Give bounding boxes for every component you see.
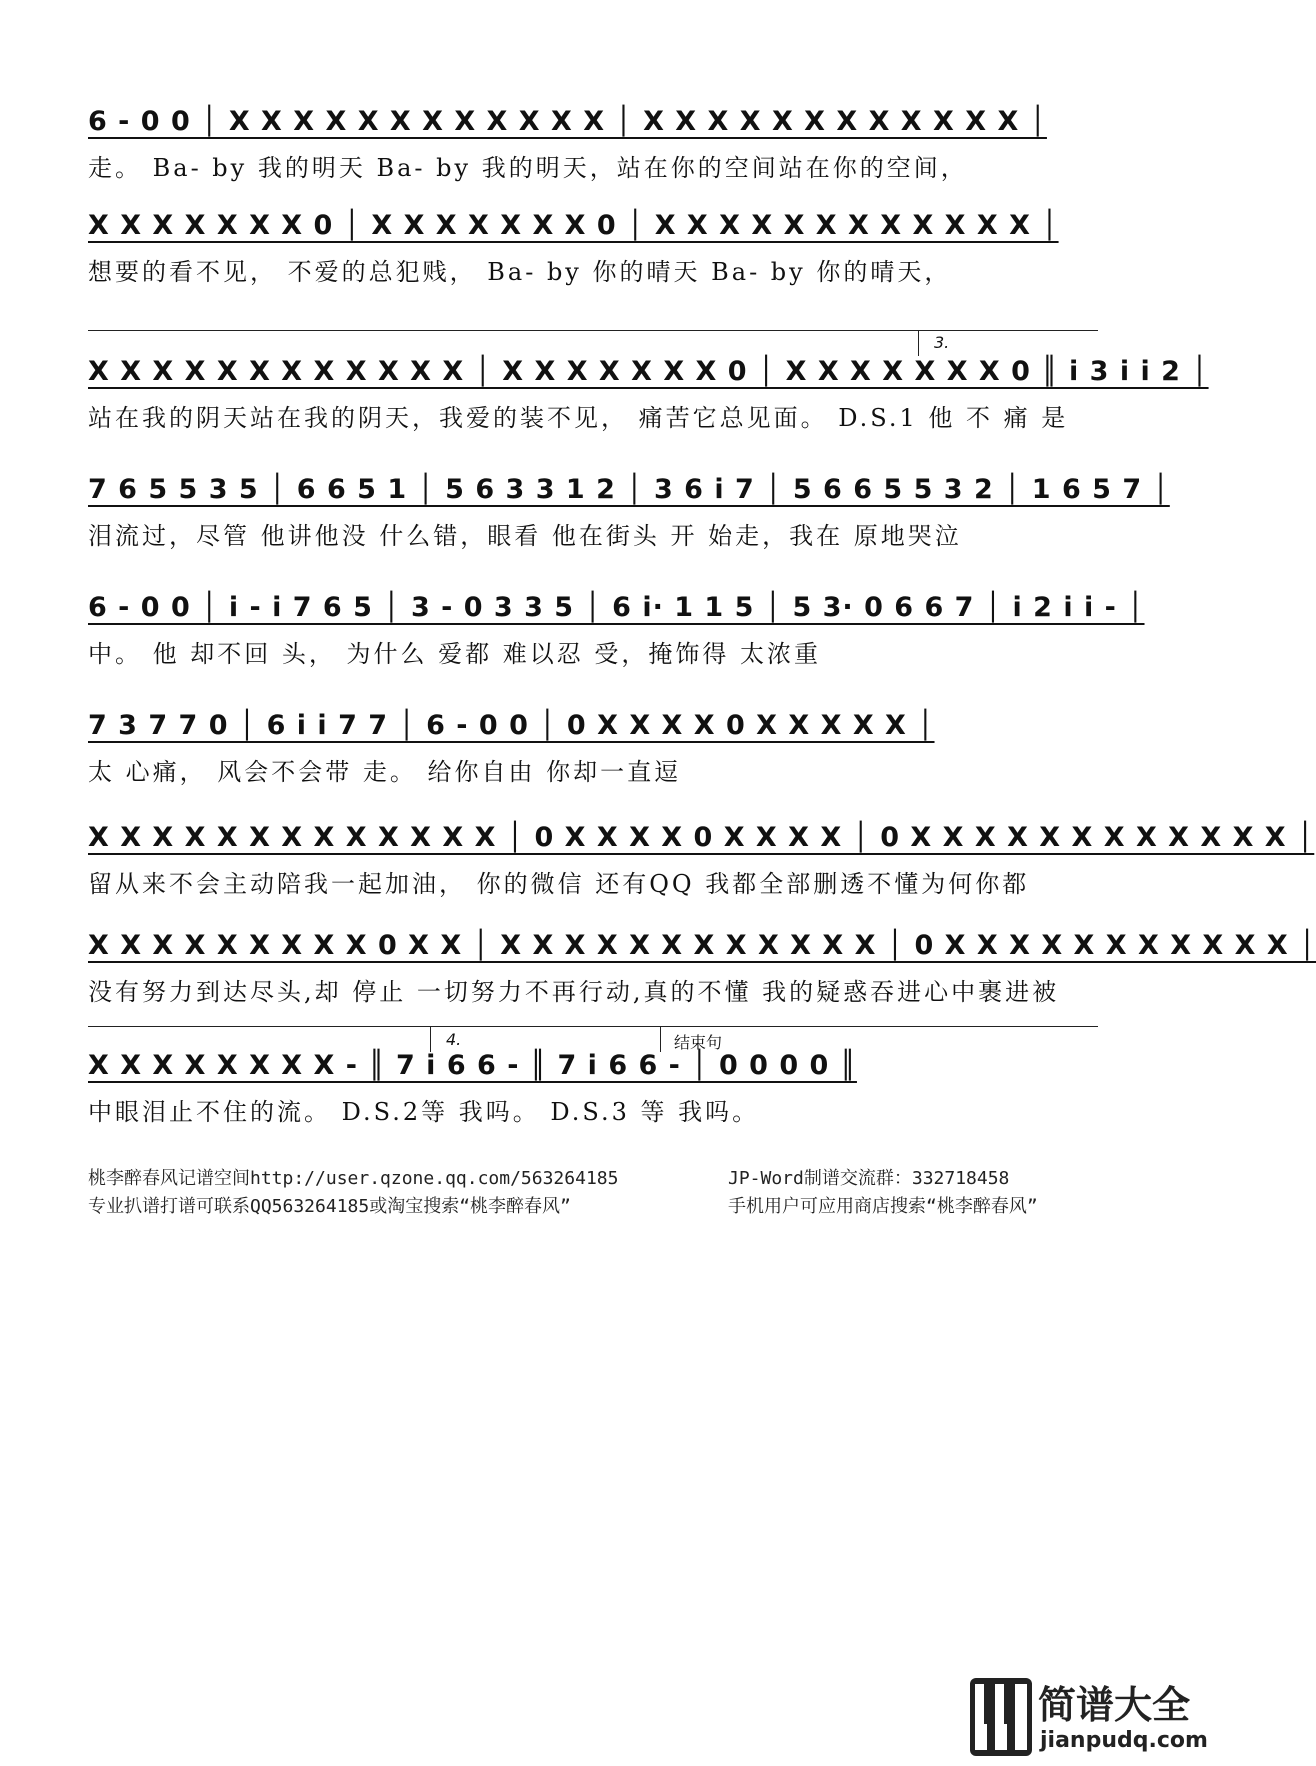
notation-line: X X X X X X X X X 0 X X │ X X X X X X X X X X X X │ 0 X X X X X X X X X X X │ xyxy=(88,930,1316,961)
lyric-line: 泪流过，尽管 他讲他没 什么错，眼看 他在街头 开 始走，我在 原地哭泣 xyxy=(88,522,962,550)
notation-line: 6 - 0 0 │ i - i 7 6 5 │ 3 - 0 3 3 5 │ 6 i· 1 1 5 │ 5 3· 0 6 6 7 │ i 2 i i - │ xyxy=(88,592,1145,623)
lyric-line: 站在我的阴天站在我的阴天，我爱的装不见， 痛苦它总见面。 D.S.1 他 不 痛 是 xyxy=(88,404,1069,432)
logo-url: jianpudq.com xyxy=(1040,1728,1208,1753)
notation-line: X X X X X X X 0 │ X X X X X X X 0 │ X X X X X X X X X X X X │ xyxy=(88,210,1059,241)
notation-line: X X X X X X X X - ║ 7 i 6 6 - ║ 7 i 6 6 - │ 0 0 0 0 ║ xyxy=(88,1050,857,1081)
footer-left-line-1: 桃李醉春风记谱空间http://user.qzone.qq.com/563264185 xyxy=(88,1168,619,1189)
notation-line: X X X X X X X X X X X X X │ 0 X X X X 0 X X X X │ 0 X X X X X X X X X X X X │ xyxy=(88,822,1315,853)
footer-right-line-2: 手机用户可应用商店搜索“桃李醉春风” xyxy=(728,1196,1038,1217)
lyric-line: 中。 他 却不回 头， 为什么 爱都 难以忍 受，掩饰得 太浓重 xyxy=(88,640,822,668)
volta-number: 3. xyxy=(934,333,950,352)
logo-name: 简谱大全 xyxy=(1038,1683,1191,1727)
notation-line: 7 3 7 7 0 │ 6 i i 7 7 │ 6 - 0 0 │ 0 X X X X 0 X X X X X │ xyxy=(88,710,935,741)
lyric-line: 走。 Ba- by 我的明天 Ba- by 我的明天，站在你的空间站在你的空间， xyxy=(88,154,968,182)
volta-number: 4. xyxy=(446,1030,462,1049)
site-logo xyxy=(970,1672,1208,1760)
ending-label: 结束句 xyxy=(674,1033,723,1052)
lyric-line: 中眼泪止不住的流。 D.S.2等 我吗。 D.S.3 等 我吗。 xyxy=(88,1098,760,1126)
footer-right-line-1: JP-Word制谱交流群：332718458 xyxy=(728,1168,1010,1189)
lyric-line: 太 心痛， 风会不会带 走。 给你自由 你却一直逗 xyxy=(88,758,682,786)
lyric-line: 留从来不会主动陪我一起加油， 你的微信 还有QQ 我都全部删透不懂为何你都 xyxy=(88,870,1030,898)
system-top-rule xyxy=(88,330,1098,331)
lyric-line: 想要的看不见， 不爱的总犯贱， Ba- by 你的晴天 Ba- by 你的晴天， xyxy=(88,258,952,286)
notation-line: 6 - 0 0 │ X X X X X X X X X X X X │ X X X X X X X X X X X X │ xyxy=(88,106,1047,137)
notation-line: X X X X X X X X X X X X │ X X X X X X X 0 │ X X X X X X X 0 ║ i 3 i i 2 │ xyxy=(88,356,1209,387)
system-top-rule xyxy=(88,1026,1098,1027)
footer-left-line-2: 专业扒谱打谱可联系QQ563264185或淘宝搜索“桃李醉春风” xyxy=(88,1196,571,1217)
piano-keys-icon xyxy=(970,1678,1032,1756)
lyric-line: 没有努力到达尽头,却 停止 一切努力不再行动,真的不懂 我的疑惑吞进心中裹进被 xyxy=(88,978,1060,1006)
notation-line: 7 6 5 5 3 5 │ 6 6 5 1 │ 5 6 3 3 1 2 │ 3 6 i 7 │ 5 6 6 5 5 3 2 │ 1 6 5 7 │ xyxy=(88,474,1170,505)
